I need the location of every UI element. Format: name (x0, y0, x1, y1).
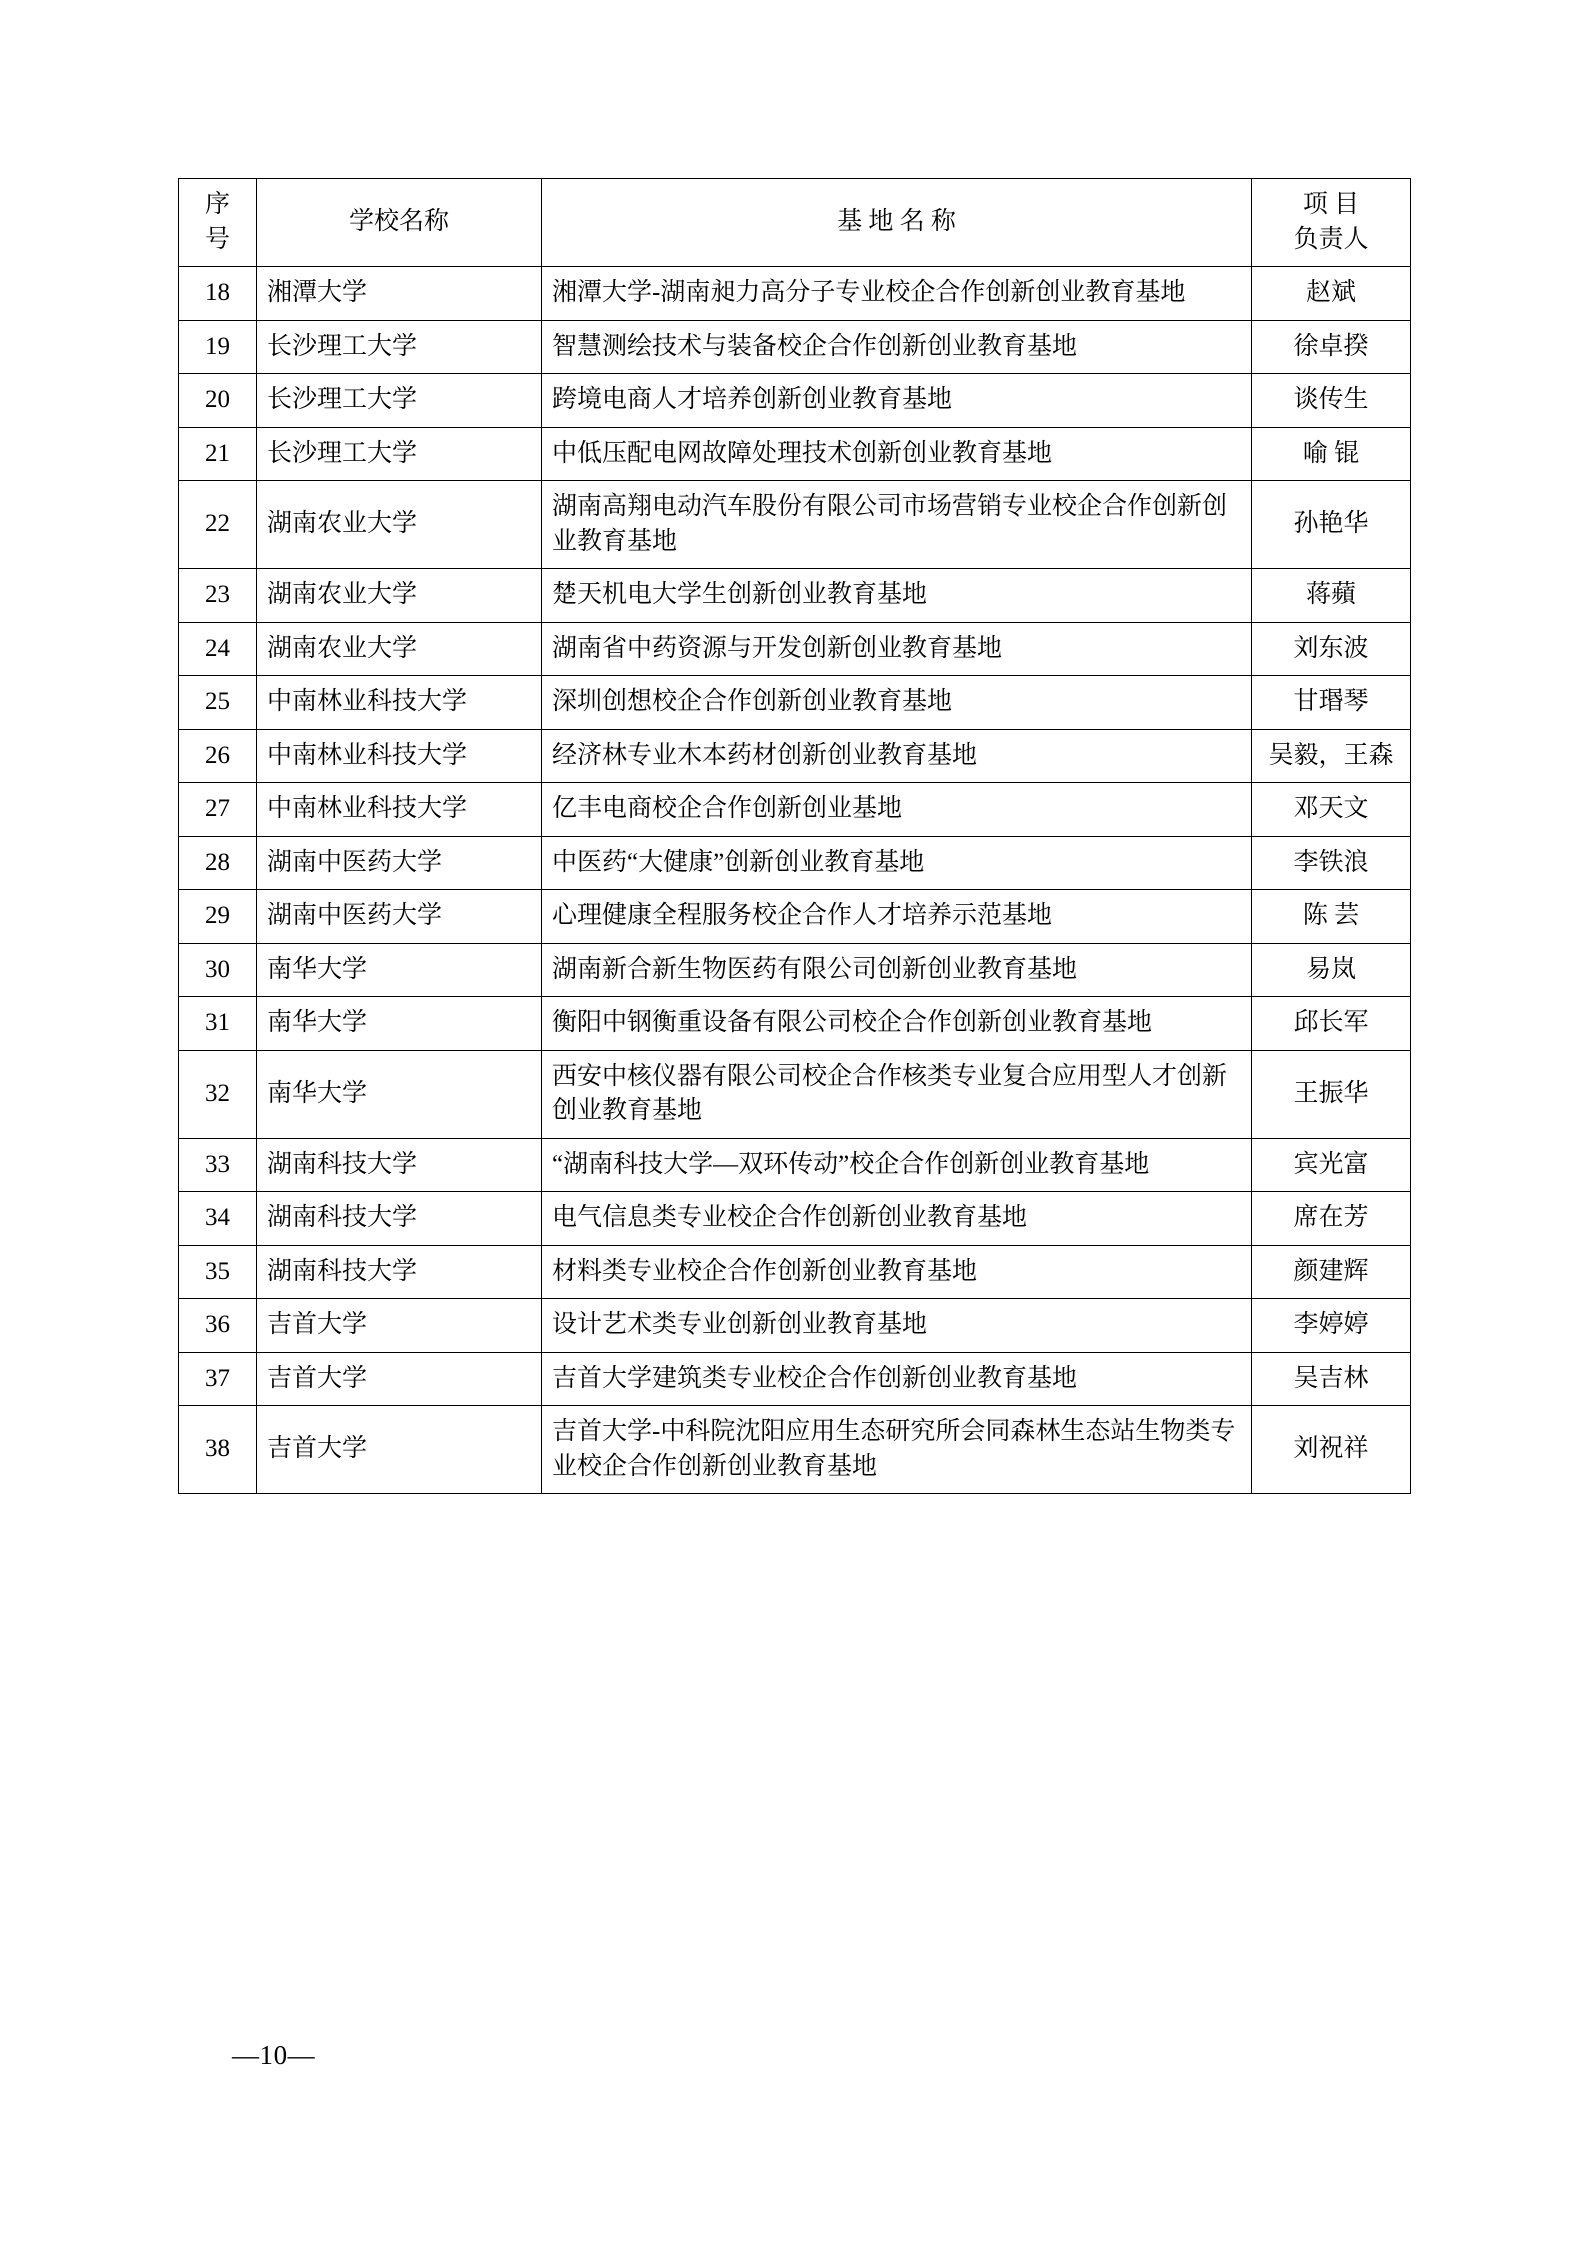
column-header-no-line1: 序 (204, 191, 230, 218)
cell-base: 深圳创想校企合作创新创业教育基地 (542, 676, 1252, 730)
table-row (179, 1299, 1411, 1353)
cell-base: 吉首大学建筑类专业校企合作创新创业教育基地 (542, 1352, 1252, 1406)
table-row (179, 374, 1411, 428)
page-number: —10— (232, 2040, 316, 2070)
table-row (179, 1138, 1411, 1192)
cell-leader: 颜建辉 (1252, 1245, 1411, 1299)
table-row (179, 943, 1411, 997)
cell-leader: 陈 芸 (1252, 890, 1411, 944)
table-body (179, 267, 1411, 1494)
cell-no: 30 (179, 943, 257, 997)
table-row (179, 427, 1411, 481)
column-header-leader-line2: 负责人 (1293, 225, 1369, 253)
cell-school: 长沙理工大学 (257, 374, 542, 428)
cell-base: 湖南新合新生物医药有限公司创新创业教育基地 (542, 943, 1252, 997)
cell-leader: 易岚 (1252, 943, 1411, 997)
cell-no: 28 (179, 836, 257, 890)
cell-leader: 甘瑉琴 (1252, 676, 1411, 730)
table-row (179, 1245, 1411, 1299)
cell-base: 跨境电商人才培养创新创业教育基地 (542, 374, 1252, 428)
cell-school: 长沙理工大学 (257, 320, 542, 374)
cell-no: 35 (179, 1245, 257, 1299)
table-row (179, 320, 1411, 374)
cell-no: 26 (179, 729, 257, 783)
column-header-no-line2: 号 (204, 225, 230, 253)
cell-base: 心理健康全程服务校企合作人才培养示范基地 (542, 890, 1252, 944)
cell-base: 材料类专业校企合作创新创业教育基地 (542, 1245, 1252, 1299)
cell-leader: 吴吉林 (1252, 1352, 1411, 1406)
cell-school: 湖南科技大学 (257, 1245, 542, 1299)
cell-leader: 赵斌 (1252, 267, 1411, 321)
cell-leader: 李铁浪 (1252, 836, 1411, 890)
table-row (179, 997, 1411, 1051)
table-row (179, 890, 1411, 944)
cell-leader: 邓天文 (1252, 783, 1411, 837)
cell-school: 中南林业科技大学 (257, 676, 542, 730)
cell-no: 34 (179, 1192, 257, 1246)
column-header-no (179, 179, 257, 267)
base-list-table (178, 178, 1411, 1494)
cell-no: 19 (179, 320, 257, 374)
table-row (179, 1192, 1411, 1246)
table-header (179, 179, 1411, 267)
cell-no: 23 (179, 569, 257, 623)
cell-school: 湖南农业大学 (257, 481, 542, 569)
cell-school: 湖南中医药大学 (257, 836, 542, 890)
cell-school: 湖南农业大学 (257, 569, 542, 623)
cell-no: 36 (179, 1299, 257, 1353)
cell-school: 中南林业科技大学 (257, 783, 542, 837)
cell-school: 湖南科技大学 (257, 1192, 542, 1246)
table-header-row (179, 179, 1411, 267)
column-header-leader (1252, 179, 1411, 267)
cell-base: 湘潭大学-湖南昶力高分子专业校企合作创新创业教育基地 (542, 267, 1252, 321)
cell-base: 中医药“大健康”创新创业教育基地 (542, 836, 1252, 890)
cell-base: 湖南省中药资源与开发创新创业教育基地 (542, 622, 1252, 676)
table-row (179, 729, 1411, 783)
cell-base: 中低压配电网故障处理技术创新创业教育基地 (542, 427, 1252, 481)
cell-no: 27 (179, 783, 257, 837)
cell-school: 中南林业科技大学 (257, 729, 542, 783)
cell-school: 吉首大学 (257, 1299, 542, 1353)
cell-no: 38 (179, 1406, 257, 1494)
cell-base: 亿丰电商校企合作创新创业基地 (542, 783, 1252, 837)
column-header-base: 基 地 名 称 (542, 179, 1252, 267)
table-row (179, 676, 1411, 730)
table-row (179, 622, 1411, 676)
cell-base: 电气信息类专业校企合作创新创业教育基地 (542, 1192, 1252, 1246)
cell-leader: 喻 锟 (1252, 427, 1411, 481)
cell-school: 湖南农业大学 (257, 622, 542, 676)
table-row (179, 267, 1411, 321)
cell-base: 西安中核仪器有限公司校企合作核类专业复合应用型人才创新创业教育基地 (542, 1050, 1252, 1138)
cell-school: 吉首大学 (257, 1352, 542, 1406)
cell-base: 衡阳中钢衡重设备有限公司校企合作创新创业教育基地 (542, 997, 1252, 1051)
cell-school: 南华大学 (257, 1050, 542, 1138)
cell-no: 22 (179, 481, 257, 569)
cell-school: 南华大学 (257, 943, 542, 997)
table-row (179, 783, 1411, 837)
cell-school: 湖南科技大学 (257, 1138, 542, 1192)
cell-no: 20 (179, 374, 257, 428)
cell-school: 长沙理工大学 (257, 427, 542, 481)
cell-base: 湖南高翔电动汽车股份有限公司市场营销专业校企合作创新创业教育基地 (542, 481, 1252, 569)
cell-leader: 吴毅，王森 (1252, 729, 1411, 783)
cell-leader: 刘祝祥 (1252, 1406, 1411, 1494)
table-row (179, 569, 1411, 623)
cell-leader: 李婷婷 (1252, 1299, 1411, 1353)
cell-school: 南华大学 (257, 997, 542, 1051)
column-header-school: 学校名称 (257, 179, 542, 267)
cell-no: 18 (179, 267, 257, 321)
cell-no: 29 (179, 890, 257, 944)
cell-leader: 蒋蘋 (1252, 569, 1411, 623)
cell-no: 33 (179, 1138, 257, 1192)
table-row (179, 1050, 1411, 1138)
cell-leader: 孙艳华 (1252, 481, 1411, 569)
cell-leader: 王振华 (1252, 1050, 1411, 1138)
cell-no: 37 (179, 1352, 257, 1406)
cell-leader: 宾光富 (1252, 1138, 1411, 1192)
cell-school: 湖南中医药大学 (257, 890, 542, 944)
table-row (179, 1406, 1411, 1494)
table-row (179, 1352, 1411, 1406)
cell-leader: 谈传生 (1252, 374, 1411, 428)
cell-no: 24 (179, 622, 257, 676)
table-row (179, 836, 1411, 890)
column-header-leader-line1: 项 目 (1302, 191, 1360, 218)
cell-base: 经济林专业木本药材创新创业教育基地 (542, 729, 1252, 783)
table-row (179, 481, 1411, 569)
cell-leader: 徐卓揆 (1252, 320, 1411, 374)
cell-no: 32 (179, 1050, 257, 1138)
cell-leader: 刘东波 (1252, 622, 1411, 676)
cell-leader: 席在芳 (1252, 1192, 1411, 1246)
cell-school: 吉首大学 (257, 1406, 542, 1494)
cell-base: 吉首大学-中科院沈阳应用生态研究所会同森林生态站生物类专业校企合作创新创业教育基地 (542, 1406, 1252, 1494)
cell-leader: 邱长军 (1252, 997, 1411, 1051)
cell-no: 25 (179, 676, 257, 730)
cell-base: “湖南科技大学—双环传动”校企合作创新创业教育基地 (542, 1138, 1252, 1192)
cell-school: 湘潭大学 (257, 267, 542, 321)
cell-no: 21 (179, 427, 257, 481)
cell-base: 楚天机电大学生创新创业教育基地 (542, 569, 1252, 623)
base-list-table-container (178, 178, 1410, 1494)
cell-base: 智慧测绘技术与装备校企合作创新创业教育基地 (542, 320, 1252, 374)
cell-base: 设计艺术类专业创新创业教育基地 (542, 1299, 1252, 1353)
cell-no: 31 (179, 997, 257, 1051)
